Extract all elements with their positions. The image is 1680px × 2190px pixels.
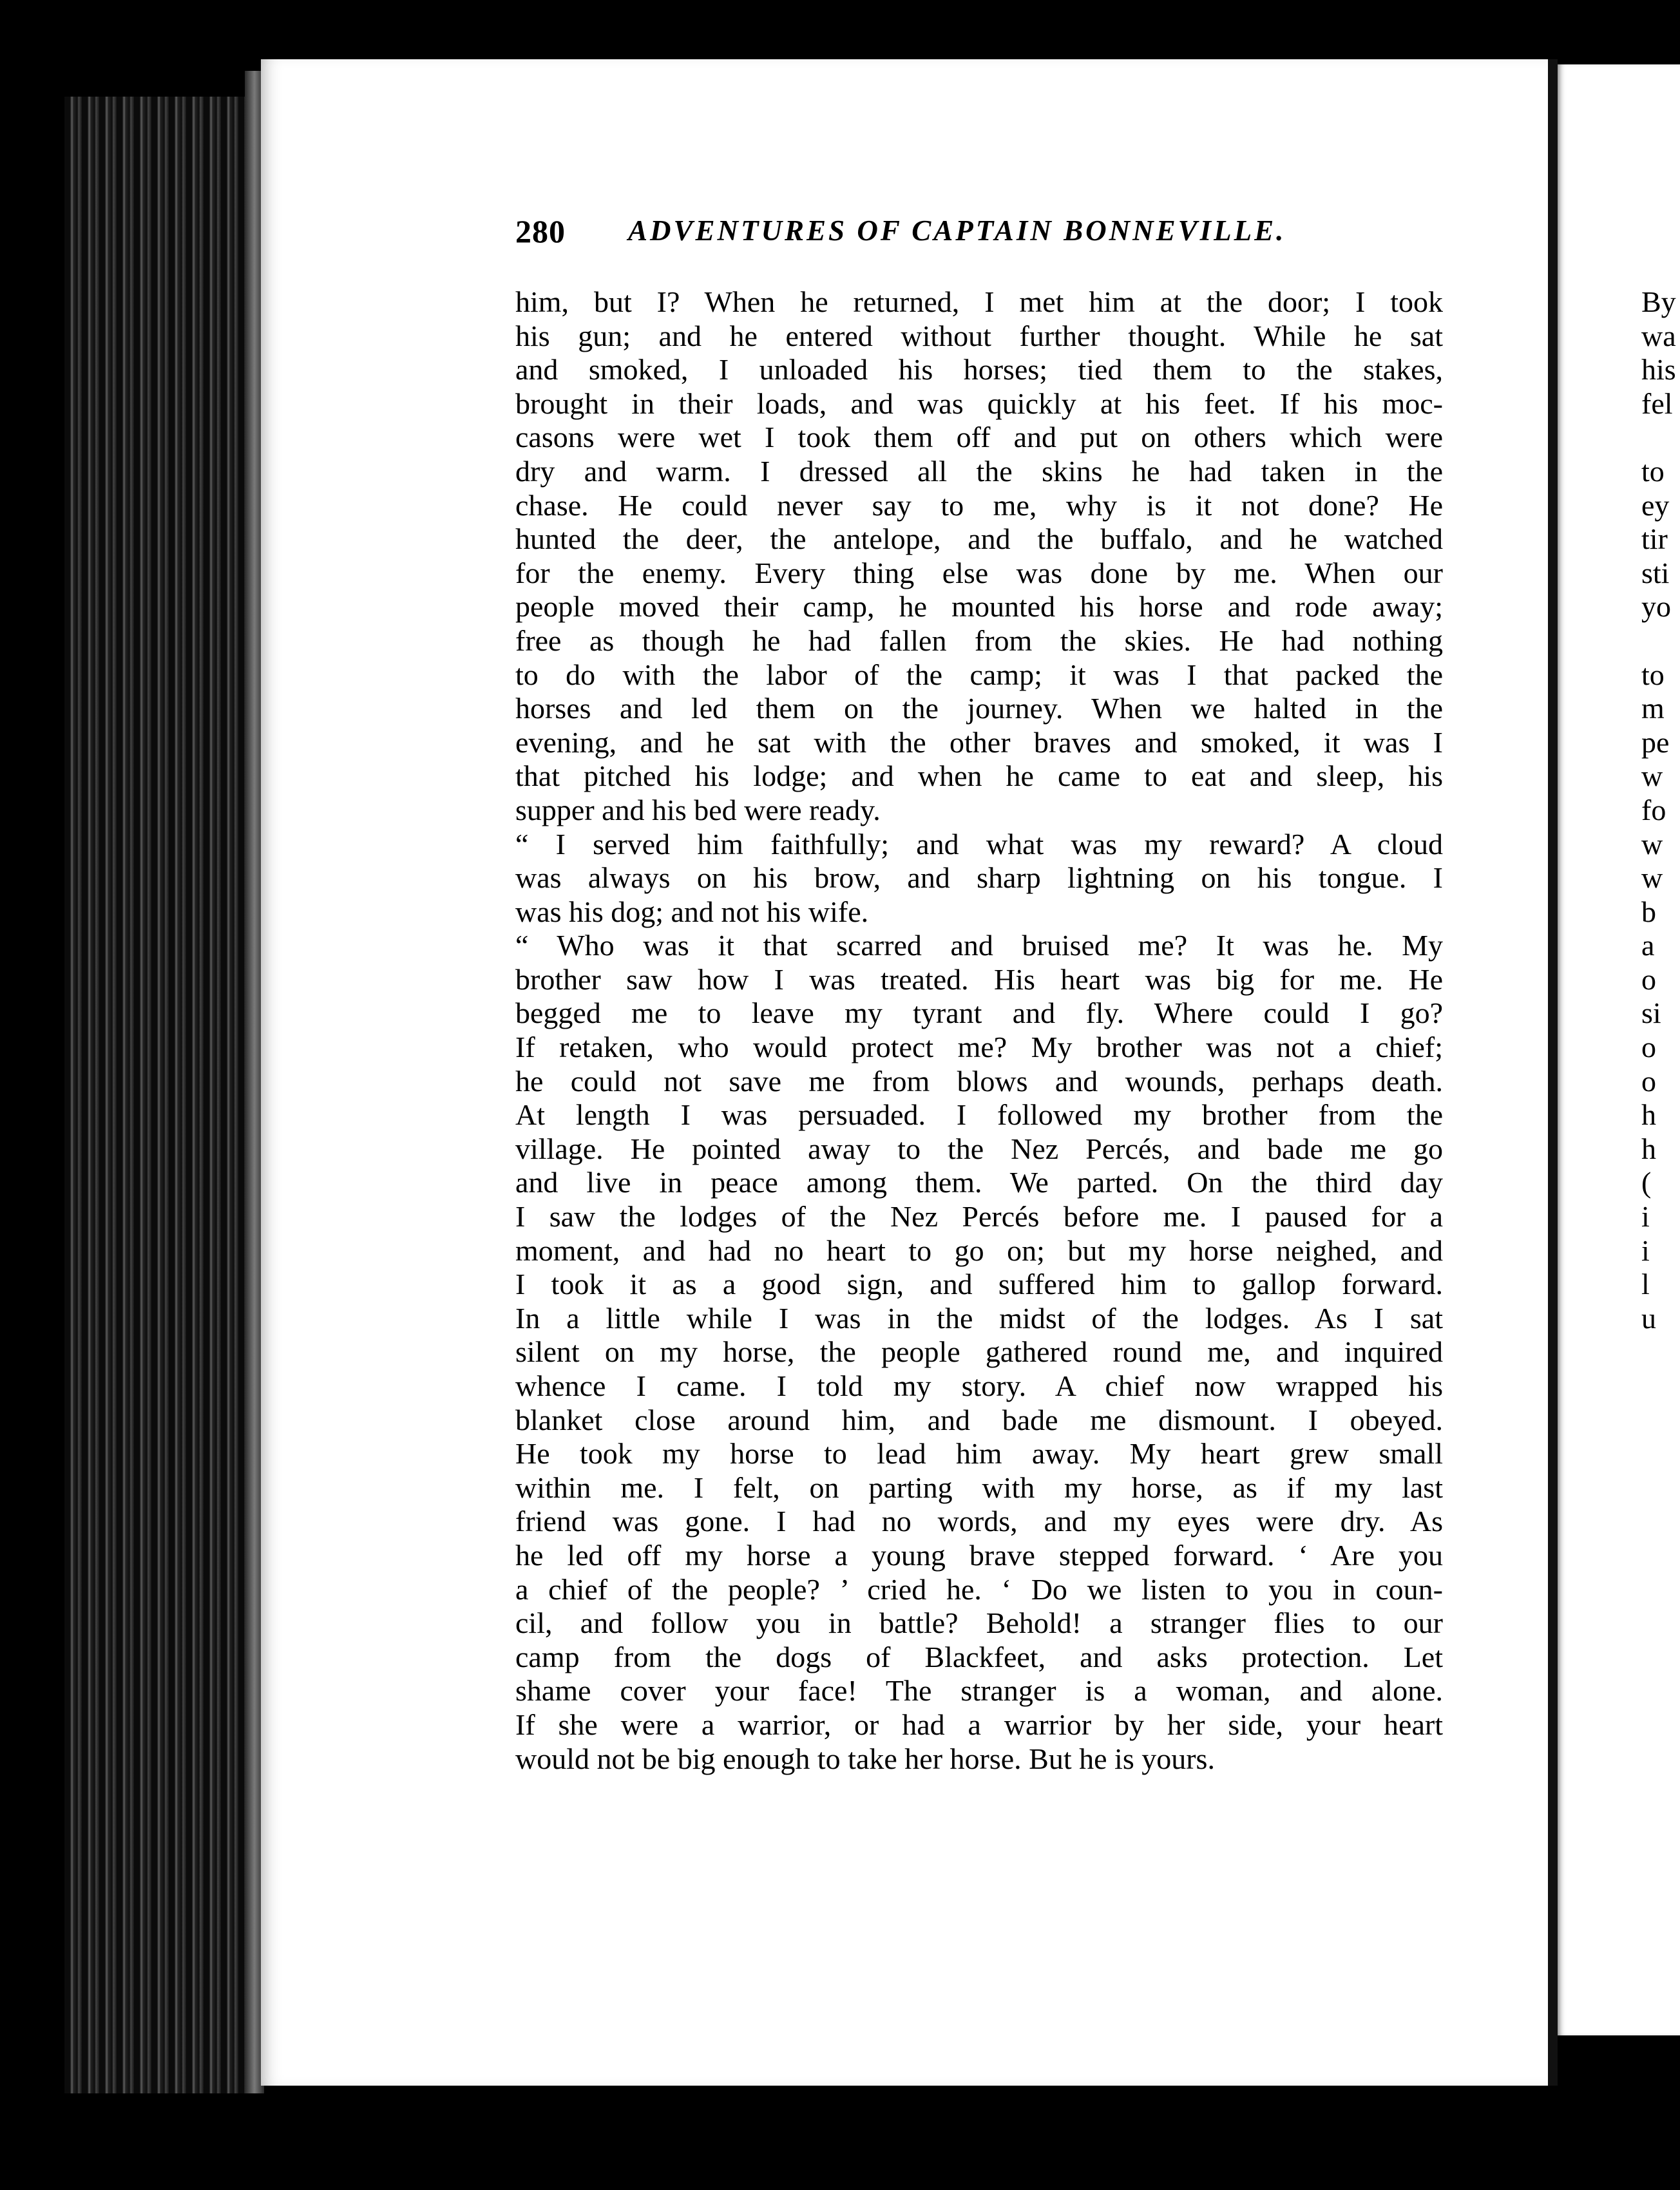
text-line: and smoked, I unloaded his horses; tied them to the stakes,	[515, 353, 1443, 386]
text-line: If retaken, who would protect me? My brother was not a chief;	[515, 1031, 1443, 1064]
facing-text-fragment: a	[1641, 929, 1655, 962]
facing-text-fragment: w	[1641, 827, 1663, 861]
facing-text-fragment: o	[1641, 1064, 1656, 1098]
body-text	[515, 285, 1443, 1776]
text-line: horses and led them on the journey. When we halted in the	[515, 692, 1443, 725]
page-gutter	[1548, 59, 1558, 2086]
text-line: his gun; and he entered without further thought. While he sat	[515, 319, 1443, 352]
facing-text-fragment: si	[1641, 996, 1661, 1030]
text-line: brother saw how I was treated. His heart was big for me. He	[515, 962, 1443, 996]
facing-text-fragment: m	[1641, 692, 1665, 725]
facing-text-fragment: b	[1641, 895, 1656, 928]
facing-text-fragment: sti	[1641, 556, 1670, 589]
facing-text-fragment: h	[1641, 1098, 1656, 1132]
text-line: brought in their loads, and was quickly at his feet. If his moc-	[515, 386, 1443, 420]
text-line: He took my horse to lead him away. My heart grew small	[515, 1437, 1443, 1471]
facing-text-fragment: i	[1641, 1233, 1650, 1267]
facing-page-text	[1641, 285, 1680, 1335]
facing-text-fragment: fel	[1641, 386, 1673, 420]
text-line: I took it as a good sign, and suffered him to gallop forward.	[515, 1268, 1443, 1301]
text-line: casons were wet I took them off and put on others which were	[515, 421, 1443, 454]
facing-text-fragment: yo	[1641, 590, 1671, 624]
facing-text-fragment: o	[1641, 962, 1656, 996]
running-title: ADVENTURES OF CAPTAIN BONNEVILLE.	[628, 214, 1286, 247]
text-line: was his dog; and not his wife.	[515, 895, 869, 928]
text-line: that pitched his lodge; and when he came to eat and sleep, his	[515, 759, 1443, 793]
text-line: chase. He could never say to me, why is it not done? He	[515, 488, 1443, 522]
facing-text-fragment: fo	[1641, 793, 1666, 826]
facing-text-fragment	[1641, 421, 1680, 455]
page-number: 280	[515, 213, 566, 249]
facing-text-fragment: u	[1641, 1301, 1656, 1335]
text-line: people moved their camp, he mounted his horse and rode away;	[515, 590, 1443, 624]
facing-text-fragment: h	[1641, 1132, 1656, 1165]
text-line: “ I served him faithfully; and what was my reward? A cloud	[515, 827, 1443, 861]
text-line: friend was gone. I had no words, and my eyes were dry. As	[515, 1505, 1443, 1538]
text-line: he led off my horse a young brave stepped forward. ‘ Are you	[515, 1538, 1443, 1572]
text-line: I saw the lodges of the Nez Percés before me. I paused for a	[515, 1200, 1443, 1233]
text-line: In a little while I was in the midst of the lodges. As I sat	[515, 1301, 1443, 1335]
facing-text-fragment: w	[1641, 861, 1663, 895]
text-line: would not be big enough to take her horse. But he is yours.	[515, 1742, 1215, 1775]
text-line: free as though he had fallen from the skies. He had nothing	[515, 624, 1443, 657]
facing-text-fragment: w	[1641, 759, 1663, 793]
text-line: blanket close around him, and bade me dismount. I obeyed.	[515, 1403, 1443, 1436]
facing-text-fragment: to	[1641, 454, 1665, 488]
text-line: moment, and had no heart to go on; but my horse neighed, and	[515, 1233, 1443, 1267]
facing-text-fragment: l	[1641, 1268, 1650, 1301]
facing-text-fragment	[1641, 624, 1680, 658]
text-line: silent on my horse, the people gathered round me, and inquired	[515, 1335, 1443, 1369]
book-page-edges	[64, 97, 258, 2093]
page-header	[515, 213, 1353, 264]
text-line: camp from the dogs of Blackfeet, and asks protection. Let	[515, 1640, 1443, 1673]
text-line: “ Who was it that scarred and bruised me? It was he. My	[515, 929, 1443, 962]
text-line: for the enemy. Every thing else was done by me. When our	[515, 556, 1443, 589]
text-line: evening, and he sat with the other braves and smoked, it was I	[515, 725, 1443, 759]
text-line: If she were a warrior, or had a warrior by her side, your heart	[515, 1708, 1443, 1741]
facing-text-fragment: i	[1641, 1200, 1650, 1233]
text-line: cil, and follow you in battle? Behold! a stranger flies to our	[515, 1606, 1443, 1640]
text-line: At length I was persuaded. I followed my brother from the	[515, 1098, 1443, 1132]
facing-text-fragment: (	[1641, 1166, 1652, 1199]
text-line: within me. I felt, on parting with my horse, as if my last	[515, 1471, 1443, 1504]
text-line: was always on his brow, and sharp lightning on his tongue. I	[515, 861, 1443, 895]
text-line: him, but I? When he returned, I met him at the door; I took	[515, 285, 1443, 318]
text-line: dry and warm. I dressed all the skins he had taken in the	[515, 454, 1443, 488]
text-line: whence I came. I told my story. A chief now wrapped his	[515, 1369, 1443, 1402]
text-line: he could not save me from blows and wounds, perhaps death.	[515, 1064, 1443, 1098]
text-line: a chief of the people? ’ cried he. ‘ Do we listen to you in coun-	[515, 1572, 1443, 1606]
facing-text-fragment: pe	[1641, 725, 1670, 759]
facing-text-fragment: ey	[1641, 488, 1670, 522]
text-line: shame cover your face! The stranger is a woman, and alone.	[515, 1674, 1443, 1708]
text-line: and live in peace among them. We parted. On the third day	[515, 1166, 1443, 1199]
facing-text-fragment: his	[1641, 353, 1676, 386]
text-line: begged me to leave my tyrant and fly. Where could I go?	[515, 996, 1443, 1030]
text-line: hunted the deer, the antelope, and the buffalo, and he watched	[515, 522, 1443, 556]
facing-text-fragment: o	[1641, 1031, 1656, 1064]
text-line: supper and his bed were ready.	[515, 793, 881, 826]
facing-text-fragment: wa	[1641, 319, 1676, 352]
facing-text-fragment: tir	[1641, 522, 1668, 556]
text-line: to do with the labor of the camp; it was I that packed the	[515, 658, 1443, 691]
facing-text-fragment: to	[1641, 658, 1665, 691]
facing-text-fragment: By	[1641, 285, 1676, 318]
text-line: village. He pointed away to the Nez Percés, and bade me go	[515, 1132, 1443, 1165]
